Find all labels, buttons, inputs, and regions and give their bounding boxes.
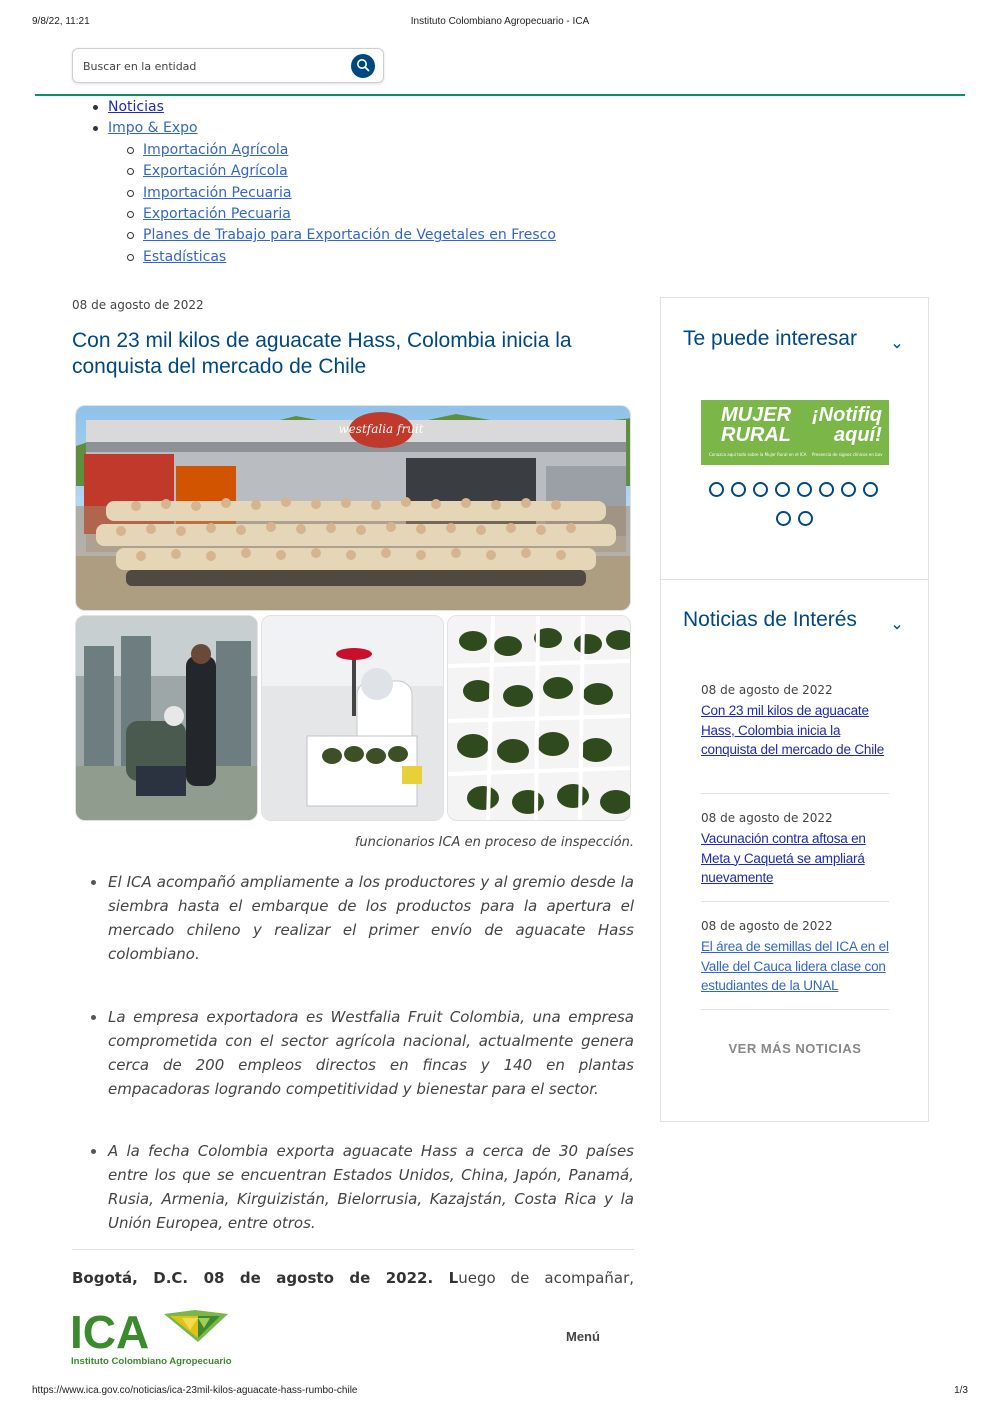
- print-header: [32, 16, 968, 30]
- carousel-dot[interactable]: [775, 482, 790, 497]
- inspection-photo-avocados: [261, 615, 444, 821]
- search-input[interactable]: [83, 56, 343, 76]
- news-divider: [701, 901, 889, 902]
- banner-line1: MUJER: [721, 404, 792, 426]
- news-date: 08 de agosto de 2022: [701, 811, 833, 825]
- sidebar: [660, 297, 929, 1122]
- nav-link-estadisticas[interactable]: Estadísticas: [143, 248, 227, 265]
- news-list-item: [701, 811, 889, 888]
- see-more-news-button[interactable]: VER MÁS NOTICIAS: [728, 1041, 862, 1056]
- print-footer: [32, 1385, 968, 1399]
- westfalia-sign: westfalia fruit: [338, 422, 424, 436]
- banner-subtext: Presencia de signos clínicos en bov: [812, 452, 883, 457]
- article-lead-paragraph: [72, 1266, 634, 1294]
- news-section-title[interactable]: Noticias de Interés: [683, 608, 857, 631]
- news-list-item: [701, 683, 889, 760]
- highlight-item: El ICA acompañó ampliamente a los productores y al gremio desde la siembra hasta el embarque de los productos para la apertura el mercado chileno y realizar el primer envío de aguacate Hass colombiano.: [72, 870, 634, 966]
- print-page-number: 1/3: [954, 1385, 968, 1396]
- banner-notifique[interactable]: [808, 400, 889, 465]
- lead-text: uego de acompañar,: [458, 1269, 634, 1287]
- ica-logo[interactable]: [70, 1308, 235, 1368]
- nav-item-impo-expo: [90, 118, 556, 139]
- print-url: https://www.ica.gov.co/noticias/ica-23mil-kilos-aguacate-hass-rumbo-chile: [32, 1385, 358, 1396]
- news-list-item: [701, 919, 889, 996]
- nav-subitem: [90, 183, 556, 204]
- nav-link-exportacion-agricola[interactable]: Exportación Agrícola: [143, 163, 288, 180]
- print-timestamp: 9/8/22, 11:21: [32, 16, 90, 27]
- lead-dateline: Bogotá, D.C. 08 de agosto de 2022. L: [72, 1269, 459, 1287]
- nav-subitem: [90, 140, 556, 161]
- news-link[interactable]: El área de semillas del ICA en el Valle del Cauca lidera clase con estudiantes de la UNAL: [701, 939, 889, 993]
- logo-wordmark: ICA: [70, 1308, 150, 1358]
- nav-item-noticias: [90, 97, 556, 118]
- search-box: [72, 48, 384, 83]
- carousel-dot[interactable]: [798, 511, 813, 526]
- article-photo-collage: [72, 402, 634, 822]
- carousel-dot[interactable]: [863, 482, 878, 497]
- chevron-down-icon[interactable]: [892, 617, 902, 627]
- chevron-down-icon[interactable]: [892, 336, 902, 346]
- search-button[interactable]: [351, 54, 375, 78]
- banner-line2: aquí!: [834, 424, 882, 446]
- carousel-dot[interactable]: [731, 482, 746, 497]
- news-link[interactable]: Vacunación contra aftosa en Meta y Caquetá se ampliará nuevamente: [701, 831, 866, 885]
- banner-mujer-rural[interactable]: [701, 400, 808, 465]
- main-nav: [90, 97, 556, 268]
- logo-mark-icon: [164, 1310, 228, 1342]
- article-title: Con 23 mil kilos de aguacate Hass, Colombia inicia la conquista del mercado de Chile: [72, 329, 572, 378]
- avocado-crates-photo: [447, 615, 631, 821]
- carousel-dot[interactable]: [776, 511, 791, 526]
- nav-link-importacion-pecuaria[interactable]: Importación Pecuaria: [143, 184, 292, 201]
- banner-line1: ¡Notifiq: [812, 404, 882, 426]
- group-photo: [75, 405, 631, 611]
- news-divider: [701, 793, 889, 794]
- nav-subitem: [90, 247, 556, 268]
- carousel-dot[interactable]: [709, 482, 724, 497]
- content-divider: [72, 1249, 634, 1250]
- nav-subitem: [90, 225, 556, 246]
- logo-subtitle: Instituto Colombiano Agropecuario: [71, 1356, 232, 1367]
- nav-link-impo-expo[interactable]: Impo & Expo: [108, 120, 198, 137]
- carousel-dot[interactable]: [753, 482, 768, 497]
- banner-line2: RURAL: [721, 424, 791, 446]
- search-icon: [356, 57, 370, 76]
- news-link[interactable]: Con 23 mil kilos de aguacate Hass, Colombia inicia la conquista del mercado de Chile: [701, 703, 885, 757]
- nav-link-planes-de-trabajo[interactable]: Planes de Trabajo para Exportación de Vegetales en Fresco: [143, 227, 556, 244]
- nav-subitem: [90, 161, 556, 182]
- interest-banner-carousel[interactable]: [701, 400, 889, 465]
- article-date: 08 de agosto de 2022: [72, 298, 204, 312]
- nav-link-importacion-agricola[interactable]: Importación Agrícola: [143, 141, 289, 158]
- photo-caption: funcionarios ICA en proceso de inspección.: [354, 835, 634, 850]
- inspection-photo-warehouse: [75, 615, 258, 821]
- print-page-title: Instituto Colombiano Agropecuario - ICA: [410, 16, 590, 27]
- header-divider: [35, 94, 965, 96]
- news-date: 08 de agosto de 2022: [701, 919, 833, 933]
- news-date: 08 de agosto de 2022: [701, 683, 833, 697]
- nav-link-noticias[interactable]: Noticias: [108, 99, 164, 115]
- carousel-dot[interactable]: [841, 482, 856, 497]
- banner-subtext: Conozca aquí todo sobre la Mujer Rural en el ICA: [709, 452, 807, 457]
- carousel-dot[interactable]: [797, 482, 812, 497]
- nav-link-exportacion-pecuaria[interactable]: Exportación Pecuaria: [143, 206, 291, 223]
- highlight-item: A la fecha Colombia exporta aguacate Hass a cerca de 30 países entre los que se encuentran Estados Unidos, China, Japón, Panamá, Rusia, Armenia, Kirguizistán, Bielorrusia, Kazajstán, Costa Rica y la Unión Europea, entre otros.: [72, 1139, 634, 1235]
- menu-button[interactable]: Menú: [566, 1329, 600, 1344]
- news-divider: [701, 1009, 889, 1010]
- carousel-dot[interactable]: [819, 482, 834, 497]
- highlight-item: La empresa exportadora es Westfalia Fruit Colombia, una empresa comprometida con el sector agrícola nacional, actualmente genera cerca de 200 empleos directos en fincas y 140 en plantas empacadoras logrando competitividad y bienestar para el sector.: [72, 1005, 634, 1101]
- interest-section-title[interactable]: Te puede interesar: [683, 327, 857, 350]
- sidebar-divider: [661, 579, 928, 580]
- nav-subitem: [90, 204, 556, 225]
